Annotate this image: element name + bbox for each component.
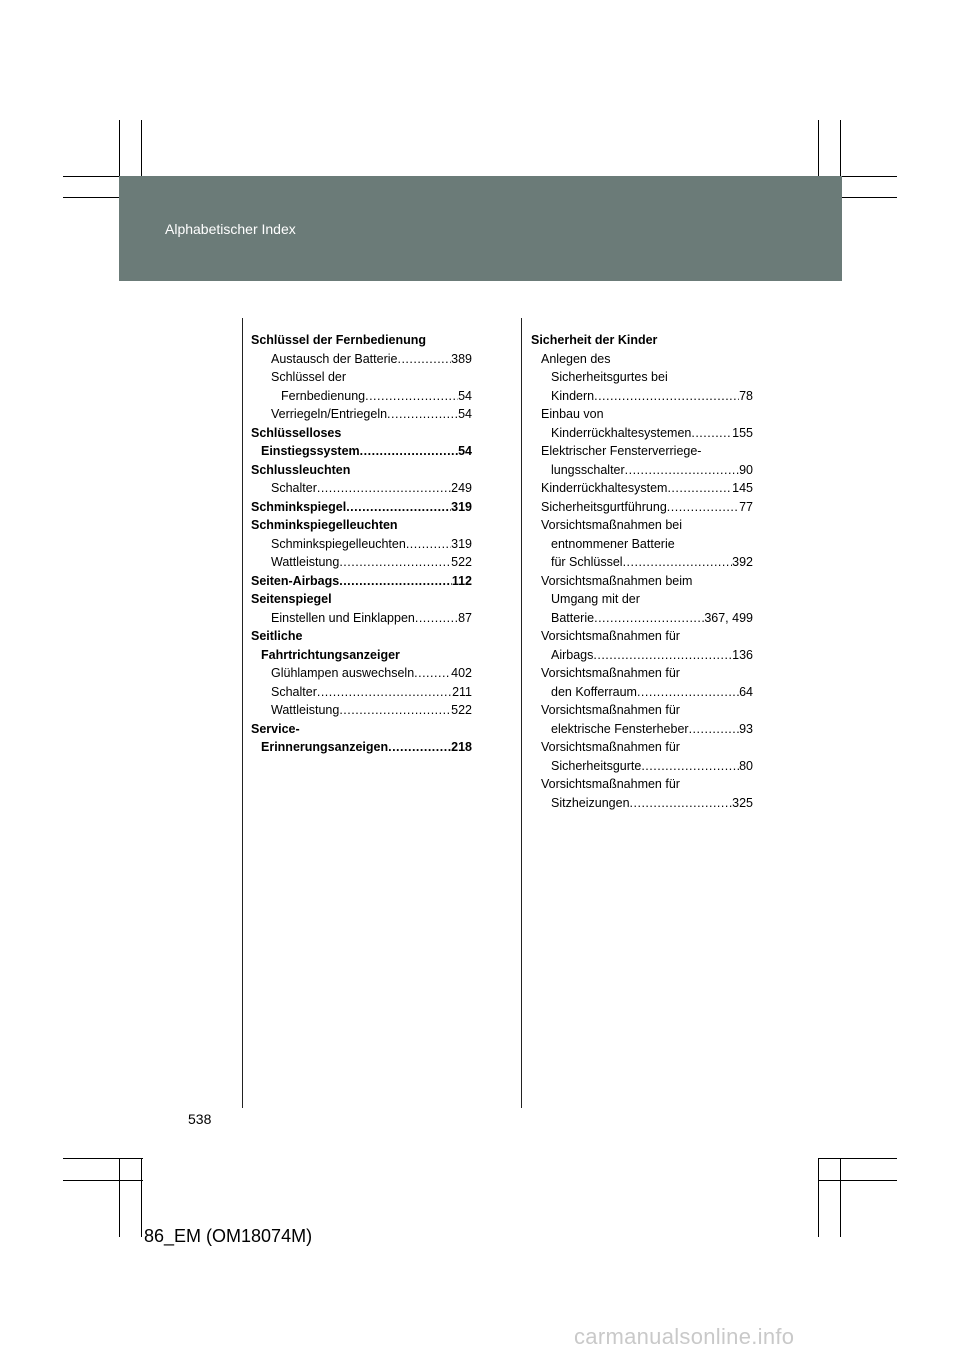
crop-mark: [818, 1158, 897, 1159]
index-entry: Sitzheizungen ..... 325: [531, 794, 753, 813]
index-entry: Sicherheitsgurtführung ..... 77: [531, 498, 753, 517]
index-entry: Umgang mit der: [551, 592, 640, 606]
column-divider: [242, 318, 243, 1108]
index-entry: Schminkspiegelleuchten ..... 319: [251, 535, 472, 554]
index-entry: Schalter ..... 249: [251, 479, 472, 498]
index-entry: Elektrischer Fensterverriege-: [541, 444, 702, 458]
index-entry: Schminkspiegelleuchten: [251, 518, 398, 532]
watermark-text: carmanualsonline.info: [574, 1324, 795, 1349]
index-entry: Vorsichtsmaßnahmen für: [541, 666, 680, 680]
index-entry: Schlüssel der: [271, 370, 347, 384]
index-entry: entnommener Batterie: [551, 536, 675, 551]
crop-mark: [63, 1158, 143, 1159]
index-entry: elektrische Fensterheber ..... 93: [531, 720, 753, 739]
index-entry: Sicherheitsgurtes bei: [551, 370, 668, 384]
index-entry: Kinderrückhaltesystemen ..... 155: [531, 424, 753, 443]
crop-mark: [818, 1158, 819, 1237]
index-entry: Einbau von: [541, 407, 604, 421]
index-column-left: [251, 331, 472, 757]
crop-mark: [818, 1180, 897, 1181]
index-entry: für Schlüssel ..... 392: [531, 553, 753, 572]
index-entry: den Kofferraum ..... 64: [531, 683, 753, 702]
index-entry: Einstiegssystem ..... 54: [251, 442, 472, 461]
index-entry: Vorsichtsmaßnahmen für: [541, 703, 680, 717]
index-entry: Verriegeln/Entriegeln ..... 54: [251, 405, 472, 424]
index-entry: Glühlampen auswechseln ..... 402: [251, 664, 472, 683]
index-entry: Erinnerungsanzeigen ..... 218: [251, 738, 472, 757]
index-entry: lungsschalter ..... 90: [531, 461, 753, 480]
index-entry: Schminkspiegel ..... 319: [251, 498, 472, 517]
index-column-right: [531, 331, 753, 812]
crop-mark: [840, 1158, 841, 1237]
index-entry: Wattleistung ..... 522: [251, 701, 472, 720]
index-entry: Vorsichtsmaßnahmen bei: [541, 518, 683, 532]
index-entry: Kinderrückhaltesystem ..... 145: [531, 479, 753, 498]
index-entry: Wattleistung ..... 522: [251, 553, 472, 572]
index-entry: Schlüssel der Fernbedienung: [251, 333, 427, 347]
index-entry: Vorsichtsmaßnahmen für: [541, 777, 680, 791]
index-entry: Airbags ..... 136: [531, 646, 753, 665]
index-entry: Seitenspiegel: [251, 592, 332, 606]
index-entry: Vorsichtsmaßnahmen beim: [541, 573, 693, 588]
document-code: 86_EM (OM18074M): [144, 1226, 313, 1246]
index-entry: Kindern ..... 78: [531, 387, 753, 406]
index-entry: Sicherheit der Kinder: [531, 333, 658, 347]
index-entry: Fernbedienung ..... 54: [251, 387, 472, 406]
index-entry: Anlegen des: [541, 351, 611, 366]
index-entry: Service-: [251, 721, 300, 736]
index-entry: Schalter ..... 211: [251, 683, 472, 702]
column-divider: [521, 318, 522, 1108]
crop-mark: [141, 1158, 142, 1237]
index-entry: Vorsichtsmaßnahmen für: [541, 629, 680, 643]
index-entry: Seiten-Airbags ..... 112: [251, 572, 472, 591]
crop-mark: [63, 1180, 143, 1181]
page-number: 538: [188, 1111, 212, 1127]
index-entry: Einstellen und Einklappen ..... 87: [251, 609, 472, 628]
page-header-title: Alphabetischer Index: [165, 221, 296, 237]
index-entry: Sicherheitsgurte ..... 80: [531, 757, 753, 776]
index-entry: Vorsichtsmaßnahmen für: [541, 740, 680, 754]
index-entry: Batterie ..... 367, 499: [531, 609, 753, 628]
index-entry: Seitliche: [251, 629, 303, 643]
crop-mark: [119, 1158, 120, 1237]
index-entry: Austausch der Batterie ..... 389: [251, 350, 472, 369]
index-entry: Fahrtrichtungsanzeiger: [261, 647, 400, 662]
index-entry: Schlüsselloses: [251, 425, 342, 440]
index-entry: Schlussleuchten: [251, 462, 351, 477]
